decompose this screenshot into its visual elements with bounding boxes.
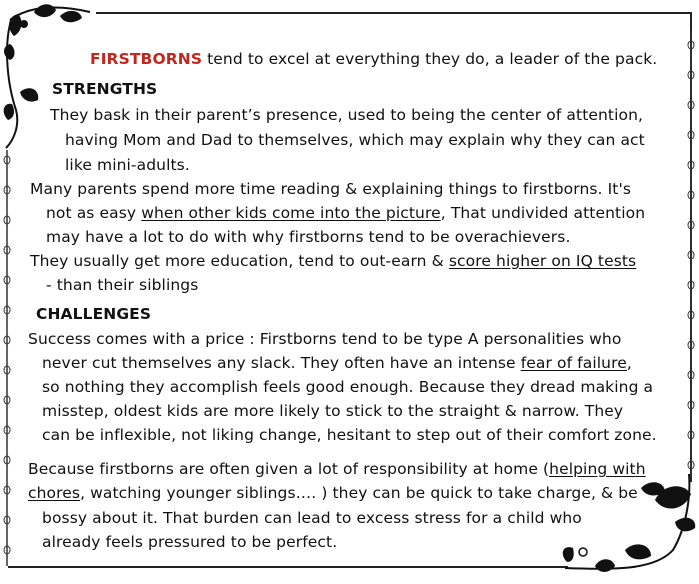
top-border xyxy=(96,12,690,14)
challenges-p2-line2 xyxy=(28,481,638,505)
strengths-p3-line1 xyxy=(30,249,636,273)
challenges-p1-line4: misstep, oldest kids are more likely to stick to the straight & narrow. They xyxy=(42,402,624,420)
kids-picture-link[interactable]: when other kids come into the picture xyxy=(141,204,441,222)
challenges-p1-line1: Success comes with a price : Firstborns tend to be type A personalities who xyxy=(28,330,622,348)
strengths-heading: STRENGTHS xyxy=(52,80,158,98)
bottom-border xyxy=(8,566,568,568)
text-segment: They usually get more education, tend to out-earn & xyxy=(30,252,449,270)
text-segment: , watching younger siblings…. ) they can be quick to take charge, & be xyxy=(80,484,638,502)
fear-of-failure-link[interactable]: fear of failure xyxy=(520,354,627,372)
strengths-p2-line2 xyxy=(46,201,645,225)
strengths-p2-line1: Many parents spend more time reading & explaining things to firstborns. It's xyxy=(30,180,631,198)
helping-chores-link[interactable]: helping with xyxy=(549,460,646,478)
strengths-p1-line3: like mini-adults. xyxy=(65,156,190,174)
text-segment: Because firstborns are often given a lot of responsibility at home ( xyxy=(28,460,550,478)
iq-tests-link[interactable]: score higher on IQ tests xyxy=(448,252,637,270)
challenges-heading: CHALLENGES xyxy=(36,305,152,323)
challenges-p2-line3: bossy about it. That burden can lead to excess stress for a child who xyxy=(42,509,582,527)
left-vine-border xyxy=(2,150,12,566)
challenges-p1-line2 xyxy=(42,351,632,375)
strengths-p2-line3: may have a lot to do with why firstborns tend to be overachievers. xyxy=(46,228,571,246)
strengths-p1-line2: having Mom and Dad to themselves, which may explain why they can act xyxy=(65,131,645,149)
strengths-p1-line1: They bask in their parent’s presence, used to being the center of attention, xyxy=(50,106,644,124)
challenges-p2-line1 xyxy=(28,457,646,481)
intro-text: tend to excel at everything they do, a leader of the pack. xyxy=(202,50,658,68)
challenges-p1-line3: so nothing they accomplish feels good enough. Because they dread making a xyxy=(42,378,654,396)
firstborns-highlight: FIRSTBORNS xyxy=(90,50,203,68)
chores-link[interactable]: chores xyxy=(28,484,81,502)
challenges-p2-line4: already feels pressured to be perfect. xyxy=(42,533,338,551)
challenges-p1-line5: can be inflexible, not liking change, hesitant to step out of their comfort zone. xyxy=(42,426,657,444)
text-segment: , That undivided attention xyxy=(440,204,646,222)
text-segment: never cut themselves any slack. They often have an intense xyxy=(42,354,521,372)
text-segment: not as easy xyxy=(46,204,142,222)
intro-line xyxy=(90,47,657,71)
text-segment: , xyxy=(626,354,632,372)
right-vine-border xyxy=(686,30,696,480)
strengths-p3-line2: - than their siblings xyxy=(46,276,199,294)
